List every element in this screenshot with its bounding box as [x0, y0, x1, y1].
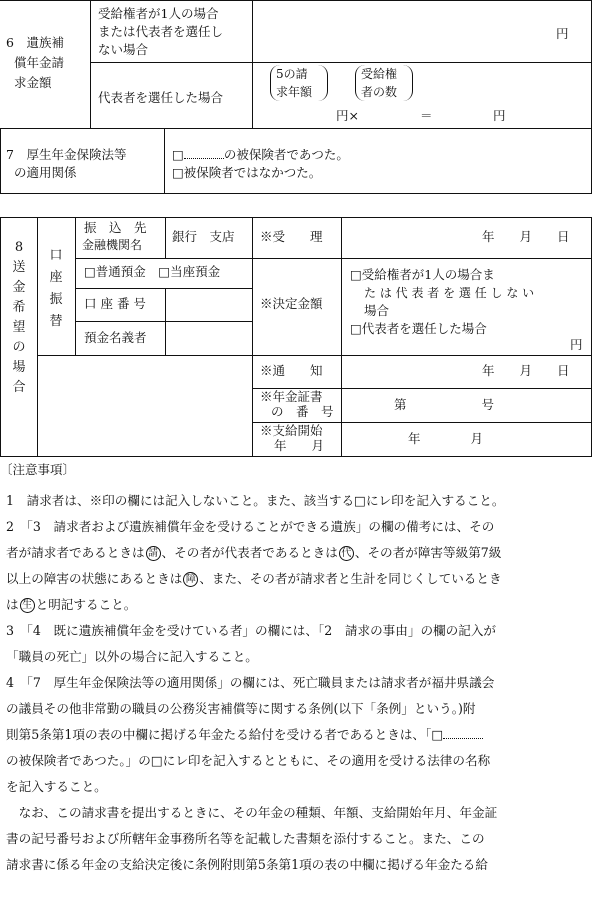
note-3-line1: 3 「4 既に遺族補償年金を受けている者」の欄には、「2 請求の事由」の欄の記入が — [6, 623, 497, 638]
circled-sei-mark: 請 — [146, 546, 161, 561]
notice-date: 年 月 日 — [482, 363, 570, 378]
note-4-line5: を記入すること。 — [6, 779, 107, 794]
section7-label-line2: の適用関係 — [14, 165, 77, 180]
cert-label-line2: の 番 号 — [271, 404, 334, 419]
decision-yen-unit: 円 — [570, 337, 583, 352]
notes-heading: 〔注意事項〕 — [0, 462, 76, 477]
calc-yen-multiply: 円× — [336, 108, 359, 123]
note-4-line1: 4 「7 厚生年金保険法等の適用関係」の欄には、死亡職員または請求者が福井県議会 — [6, 675, 495, 690]
section6-label-line2: 償年金請 — [14, 55, 65, 70]
calc-a-line1: 5の請 — [276, 67, 308, 81]
start-label-line2: 年 月 — [274, 438, 325, 453]
law-option-insured: □ の被保険者であつた。 — [172, 147, 349, 162]
note-4-line3: 則第5条第1項の表の中欄に掲げる年金たる給付を受ける者であるときは、「□ — [6, 722, 592, 748]
start-date: 年 月 — [408, 431, 484, 446]
transfer-label: 口座振替 — [49, 248, 63, 329]
calc-yen-result: 円 — [493, 108, 506, 123]
circled-sei2-mark: 生 — [20, 598, 35, 613]
note-5-line3: 請求書に係る年金の支給決定後に条例附則第5条第1項の表の中欄に掲げる年金たる給 — [6, 857, 488, 872]
note-5-line2: 書の記号番号および所轄年金事務所名等を記載した書類を添付すること。また、この — [6, 831, 485, 846]
decision-option2: □代表者を選任した場合 — [350, 321, 487, 336]
note-2-line4: は 生 と明記すること。 — [6, 597, 137, 612]
start-label-line1: ※支給開始 — [260, 423, 323, 438]
section6-label-line3: 求金額 — [14, 75, 52, 90]
calc-a-line2: 求年額 — [276, 85, 313, 99]
account-holder-label: 預金名義者 — [84, 330, 147, 345]
note-2-line3: 以上の障害の状態にあるときは 障 、また、その者が請求者と生計を同じくしているとき — [6, 571, 502, 586]
section7-label-line1: 7 厚生年金保険法等 — [6, 147, 127, 162]
calc-b-line2: 者の数 — [361, 85, 398, 99]
receipt-label: ※受 理 — [260, 229, 323, 244]
decision-option1-line3: 場合 — [364, 303, 390, 318]
cert-label-line1: ※年金証書 — [260, 389, 323, 404]
circled-dai-mark: 代 — [339, 546, 354, 561]
notes-body — [6, 488, 592, 878]
note-2-line2: 者が請求者であるときは 請 、その者が代表者であるときは 代 、その者が障害等級第7級 — [6, 545, 502, 560]
note-4-line2: の議員その他非常勤の職員の公務災害補償等に関する条例(以下「条例」という。)附 — [6, 701, 476, 716]
account-type-options: □普通預金 □当座預金 — [84, 264, 221, 279]
case1-yen-unit: 円 — [556, 26, 569, 41]
note-5-line1: なお、この請求書を提出するときに、その年金の種類、年額、支給開始年月、年金証 — [6, 805, 498, 820]
case1-label-line2: または代表者を選任し — [98, 24, 224, 39]
decision-amount-label: ※決定金額 — [260, 296, 323, 311]
case1-label-line1: 受給権者が1人の場合 — [98, 6, 219, 21]
note-1: 1 請求者は、※印の欄には記入しないこと。また、該当する□にレ印を記入すること。 — [6, 493, 505, 508]
case1-label-line3: ない場合 — [98, 42, 149, 57]
calc-equals: ＝ — [420, 108, 433, 123]
calc-b-line1: 受給権 — [361, 67, 398, 81]
section6-label-line1: 6 遺族補 — [6, 35, 64, 50]
bank-label-line2: 金融機関名 — [82, 238, 143, 252]
note-4-line4: の被保険者であつた。」の□にレ印を記入するとともに、その適用を受ける法律の名称 — [6, 753, 491, 768]
section8-label: 8送金希望の場合 — [12, 240, 26, 395]
note-3-line2: 「職員の死亡」以外の場合に記入すること。 — [6, 649, 258, 664]
law-option-not-insured: □被保険者ではなかつた。 — [172, 165, 322, 180]
decision-option1-line1: □受給権者が1人の場合ま — [350, 267, 495, 282]
account-number-label: 口 座 番 号 — [84, 296, 146, 311]
circled-sho-mark: 障 — [183, 572, 198, 587]
decision-option1-line2: た は 代 表 者 を 選 任 し な い — [364, 286, 535, 300]
bank-branch-unit: 銀行 支店 — [172, 229, 235, 244]
note-2-line1: 2 「3 請求者および遺族補償年金を受けることができる遺族」の欄の備考には、その — [6, 519, 495, 534]
notice-label: ※通 知 — [260, 363, 323, 378]
case2-label: 代表者を選任した場合 — [98, 90, 224, 105]
receipt-date: 年 月 日 — [482, 229, 570, 244]
cert-number: 第 号 — [394, 397, 495, 412]
bank-label-line1: 振 込 先 — [84, 220, 147, 235]
